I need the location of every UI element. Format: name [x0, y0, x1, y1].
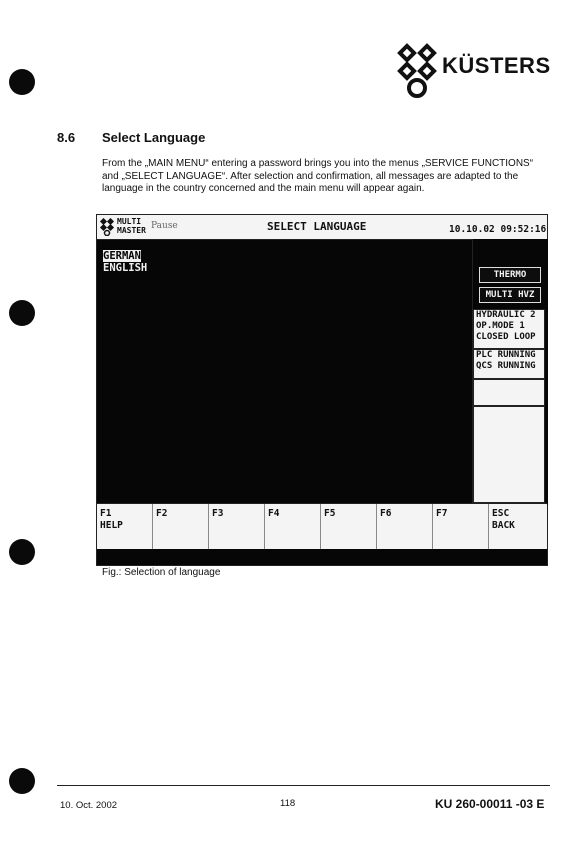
language-selection-screen	[96, 214, 548, 566]
hydraulic-status-box	[473, 309, 545, 349]
esc-back-key[interactable]	[489, 504, 547, 550]
f6-key[interactable]	[377, 504, 433, 550]
f7-key[interactable]	[433, 504, 489, 550]
kusters-knot-icon	[396, 40, 440, 98]
fkey-name: F7	[436, 508, 448, 519]
f5-key[interactable]	[321, 504, 377, 550]
fkey-name: F6	[380, 508, 392, 519]
fkey-name: F1	[100, 508, 112, 519]
language-option-english[interactable]: ENGLISH	[103, 262, 148, 274]
empty-status-box	[473, 379, 545, 406]
multi-hvz-button[interactable]: MULTI HVZ	[479, 287, 541, 303]
thermo-button[interactable]: THERMO	[479, 267, 541, 283]
section-number: 8.6	[57, 130, 76, 145]
page-number: 118	[280, 798, 296, 809]
language-list	[103, 250, 147, 274]
kusters-logo	[392, 38, 552, 98]
fkey-label: BACK	[492, 520, 515, 531]
pause-label: Pause	[151, 221, 178, 231]
function-key-bar	[97, 503, 547, 550]
body-paragraph: From the „MAIN MENU“ entering a password brings you into the menus „SERVICE FUNCTIONS“ and „SELECT LANGUAGE“. After selection and confirmation, all messages are adapted to the language in the country concerned and the main menu will appear again.	[102, 158, 534, 194]
screen-title: SELECT LANGUAGE	[267, 220, 367, 233]
plc-status-box	[473, 349, 545, 379]
section-title: Select Language	[102, 130, 206, 145]
empty-status-box	[473, 406, 545, 503]
logo-line-2: MASTER	[117, 225, 146, 235]
status-line: PLC RUNNING	[476, 350, 536, 360]
status-line: HYDRAULIC 2	[476, 310, 536, 320]
multimaster-knot-icon	[99, 218, 115, 236]
f1-key[interactable]	[97, 504, 153, 550]
fkey-label: HELP	[100, 520, 123, 531]
multimaster-logo	[99, 217, 179, 237]
language-option-german[interactable]: GERMAN	[103, 250, 141, 262]
brand-name: KÜSTERS	[442, 53, 551, 78]
logo-line-1: MULTI	[117, 217, 142, 226]
multimaster-wordmark	[117, 218, 146, 235]
status-line: QCS RUNNING	[476, 361, 536, 371]
fkey-name: F3	[212, 508, 224, 519]
footer-rule	[57, 785, 550, 786]
status-line: CLOSED LOOP	[476, 332, 536, 342]
f2-key[interactable]	[153, 504, 209, 550]
fkey-name: F5	[324, 508, 336, 519]
f3-key[interactable]	[209, 504, 265, 550]
mode-buttons	[476, 267, 542, 303]
punch-hole	[9, 300, 35, 326]
figure-caption: Fig.: Selection of language	[102, 567, 221, 578]
fkey-name: ESC	[492, 508, 510, 519]
footer-date: 10. Oct. 2002	[60, 800, 118, 811]
screen-datetime: 10.10.02 09:52:16	[449, 224, 547, 235]
f4-key[interactable]	[265, 504, 321, 550]
screen-status-strip	[97, 549, 547, 565]
document-id: KU 260-00011 -03 E	[435, 797, 545, 811]
screen-title-bar	[97, 215, 547, 240]
fkey-name: F4	[268, 508, 280, 519]
fkey-name: F2	[156, 508, 168, 519]
punch-hole	[9, 768, 35, 794]
punch-hole	[9, 539, 35, 565]
status-line: OP.MODE 1	[476, 321, 525, 331]
punch-hole	[9, 69, 35, 95]
